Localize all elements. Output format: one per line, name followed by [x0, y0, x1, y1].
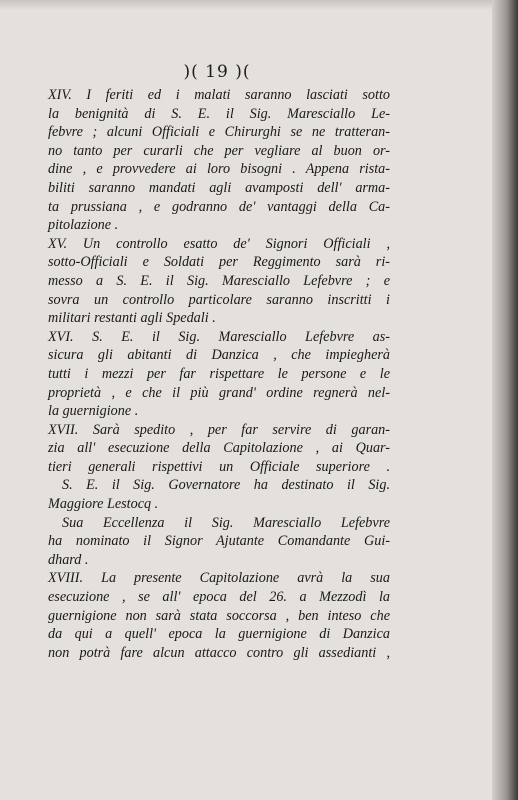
text-line: XIV. I feriti ed i malati saranno lasciati sotto — [48, 87, 390, 103]
text-line: pitolazione . — [48, 217, 119, 234]
page-number: )( 19 )( — [183, 62, 251, 82]
text-line: XV. Un controllo esatto de' Signori Officiali , — [48, 235, 390, 252]
text-line: tieri generali rispettivi un Officiale superiore . — [48, 458, 390, 475]
text-line: non potrà fare alcun attacco contro gli assedianti , — [48, 644, 390, 661]
text-line: guernigione non sarà stata soccorsa , ben inteso che — [48, 607, 390, 624]
page-top-shadow — [0, 0, 518, 10]
text-line: sicura gli abitanti di Danzica , che impiegherà — [48, 347, 390, 364]
document-body — [48, 86, 390, 662]
binding-shadow — [492, 0, 518, 800]
text-line: XVI. S. E. il Sig. Maresciallo Lefebvre as- — [48, 328, 390, 345]
text-line: biliti saranno mandati agli avamposti dell' arma- — [48, 179, 390, 196]
text-line: la guernigione . — [48, 403, 139, 420]
text-line: la benignità di S. E. il Sig. Maresciallo Le- — [48, 105, 390, 122]
text-line: dine , e provvedere ai loro bisogni . Appena rista- — [48, 161, 390, 178]
text-line: zia all' esecuzione della Capitolazione , ai Quar- — [48, 440, 390, 457]
text-line: ta prussiana , e godranno de' vantaggi della Ca- — [48, 198, 390, 215]
text-line: febvre ; alcuni Officiali e Chirurghi se ne tratteran- — [48, 124, 390, 141]
text-line: sovra un controllo particolare saranno inscritti i — [48, 291, 390, 308]
text-line: ha nominato il Signor Ajutante Comandante Gui- — [48, 533, 390, 550]
text-line: no tanto per curarli che per vegliare al buon or- — [48, 142, 390, 159]
text-line: Maggiore Lestocq . — [48, 496, 159, 513]
text-line: militari restanti agli Spedali . — [48, 310, 216, 327]
text-line: XVIII. La presente Capitolazione avrà la sua — [48, 570, 390, 587]
text-line: sotto-Officiali e Soldati per Reggimento sarà ri- — [48, 254, 390, 271]
text-line: XVII. Sarà spedito , per far servire di garan- — [48, 421, 390, 438]
text-line: Sua Eccellenza il Sig. Maresciallo Lefebvre — [62, 514, 390, 531]
text-line: messo a S. E. il Sig. Maresciallo Lefebvre ; e — [48, 272, 390, 289]
text-line: esecuzione , se all' epoca del 26. a Mezzodì la — [48, 589, 390, 606]
text-line: dhard . — [48, 551, 89, 568]
text-line: tutti i mezzi per far rispettare le persone e le — [48, 365, 390, 382]
text-line: proprietà , e che il più grand' ordine regnerà nel- — [48, 384, 390, 401]
text-line: S. E. il Sig. Governatore ha destinato il Sig. — [62, 477, 390, 494]
text-line: da qui a quell' epoca la guernigione di Danzica — [48, 626, 390, 643]
